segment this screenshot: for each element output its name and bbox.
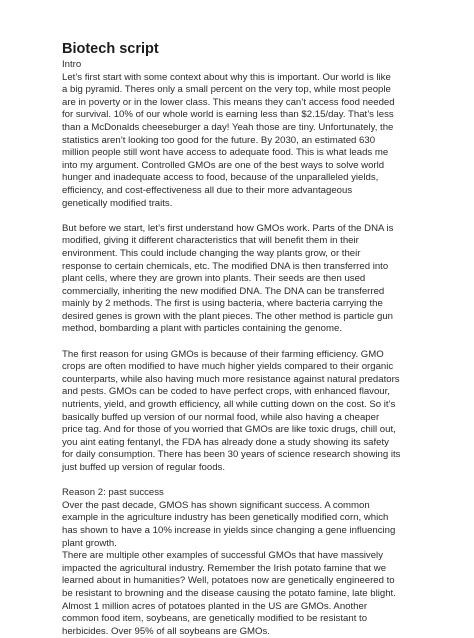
reason-two-paragraph: Reason 2: past success Over the past decade, GMOS has shown significant success. A common example in the agriculture industry has been genetically modified corn, which has shown to have a 10% increase in yields since changing a gene influencing plant growth. There are multiple other examples of successful GMOs that have massively impacted the agricultural industry. Remember the Irish potato famine that we learned about in humanities? Well, potatoes now are genetically engineered to be resistant to browning and the disease causing the potato famine, late blight. Almost 1 million acres of potatoes planted in the US are GMOs. Another common food item, soybeans, are genetically modified to be resistant to herbicides. Over 95% of all soybeans are GMOs. [62,487,396,637]
paragraph-spacer [62,210,454,223]
document-title: Biotech script [62,41,159,57]
paragraph-spacer [62,475,454,488]
paragraph-spacer [62,336,454,349]
document-page [62,40,454,638]
reason-one-paragraph: The first reason for using GMOs is because of their farming efficiency. GMO crops are often modified to have much higher yields compared to their organic counterparts, while also having much more resistance against natural predators and pests. GMOs can be coded to have perfect crops, with enhanced flavour, nutrients, yield, and growth efficiency, all while cutting down on the cost. So it’s basically buffed up version of our normal food, while also having a cheaper price tag. And for those of you worried that GMOs are like toxic drugs, chill out, you aint eating fentanyl, the FDA has already done a study showing its safety for daily consumption. There has been 30 years of science research showing its just buffed up version of regular foods. [62,348,401,473]
intro-paragraph: Intro Let’s first start with some context about why this is important. Our world is like a big pyramid. Theres only a small percent on the very top, while most people are in poverty or in the lower class. This means they can’t access food needed for survival. 10% of our whole world is earning less than $2.15/day. That’s less than a McDonalds cheeseburger a day! Yeah those are tiny. Unfortunately, the statistics aren’t looking too good for the future. By 2030, an estimated 630 million people still wont have access to adequate food. This is what leads me into my argument. Controlled GMOs are one of the best ways to solve world hunger and inadequate access to food, because of the unparalleled yields, efficiency, and cost-effectiveness all due to their more advantageous genetically modified traits. [62,59,395,209]
gmo-explanation-paragraph: But before we start, let’s first understand how GMOs work. Parts of the DNA is modified, giving it different characteristics that will benefit them in their environment. This could include changing the way plants grow, or their response to certain chemicals, etc. The modified DNA is then transferred into plant cells, where they are grown into plants. Their seeds are then used commercially, inheriting the new modified DNA. The DNA can be transferred mainly by 2 methods. The first is using bacteria, where bacteria carrying the desired genes is grown with the plant pieces. The other method is particle gun method, bombarding a plant with particles containing the genome. [62,222,394,335]
